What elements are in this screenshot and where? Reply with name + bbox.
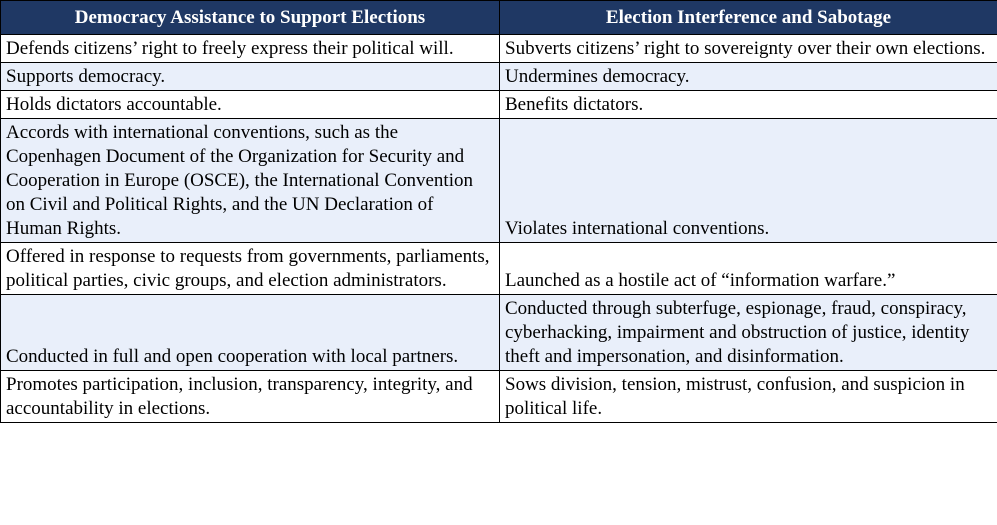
cell-interference: Launched as a hostile act of “information warfare.”	[500, 243, 997, 295]
cell-interference: Benefits dictators.	[500, 91, 997, 119]
cell-assistance: Defends citizens’ right to freely express their political will.	[1, 35, 500, 63]
cell-assistance: Promotes participation, inclusion, transparency, integrity, and accountability in elections.	[1, 371, 500, 423]
cell-assistance: Conducted in full and open cooperation with local partners.	[1, 295, 500, 371]
cell-interference: Conducted through subterfuge, espionage, fraud, conspiracy, cyberhacking, impairment and obstruction of justice, identity theft and impersonation, and disinformation.	[500, 295, 997, 371]
header-democracy-assistance: Democracy Assistance to Support Elections	[1, 1, 500, 35]
table-row	[1, 243, 997, 295]
table-row	[1, 63, 997, 91]
cell-assistance: Accords with international conventions, such as the Copenhagen Document of the Organization for Security and Cooperation in Europe (OSCE), the International Convention on Civil and Political Rights, and the UN Declaration of Human Rights.	[1, 119, 500, 243]
table-row	[1, 35, 997, 63]
cell-assistance: Supports democracy.	[1, 63, 500, 91]
cell-assistance: Offered in response to requests from governments, parliaments, political parties, civic groups, and election administrators.	[1, 243, 500, 295]
cell-interference: Subverts citizens’ right to sovereignty over their own elections.	[500, 35, 997, 63]
table-row	[1, 295, 997, 371]
cell-assistance: Holds dictators accountable.	[1, 91, 500, 119]
table-row	[1, 91, 997, 119]
table-row	[1, 119, 997, 243]
cell-interference: Undermines democracy.	[500, 63, 997, 91]
table-row	[1, 371, 997, 423]
header-row	[1, 1, 997, 35]
cell-interference: Violates international conventions.	[500, 119, 997, 243]
cell-interference: Sows division, tension, mistrust, confusion, and suspicion in political life.	[500, 371, 997, 423]
header-election-interference: Election Interference and Sabotage	[500, 1, 997, 35]
